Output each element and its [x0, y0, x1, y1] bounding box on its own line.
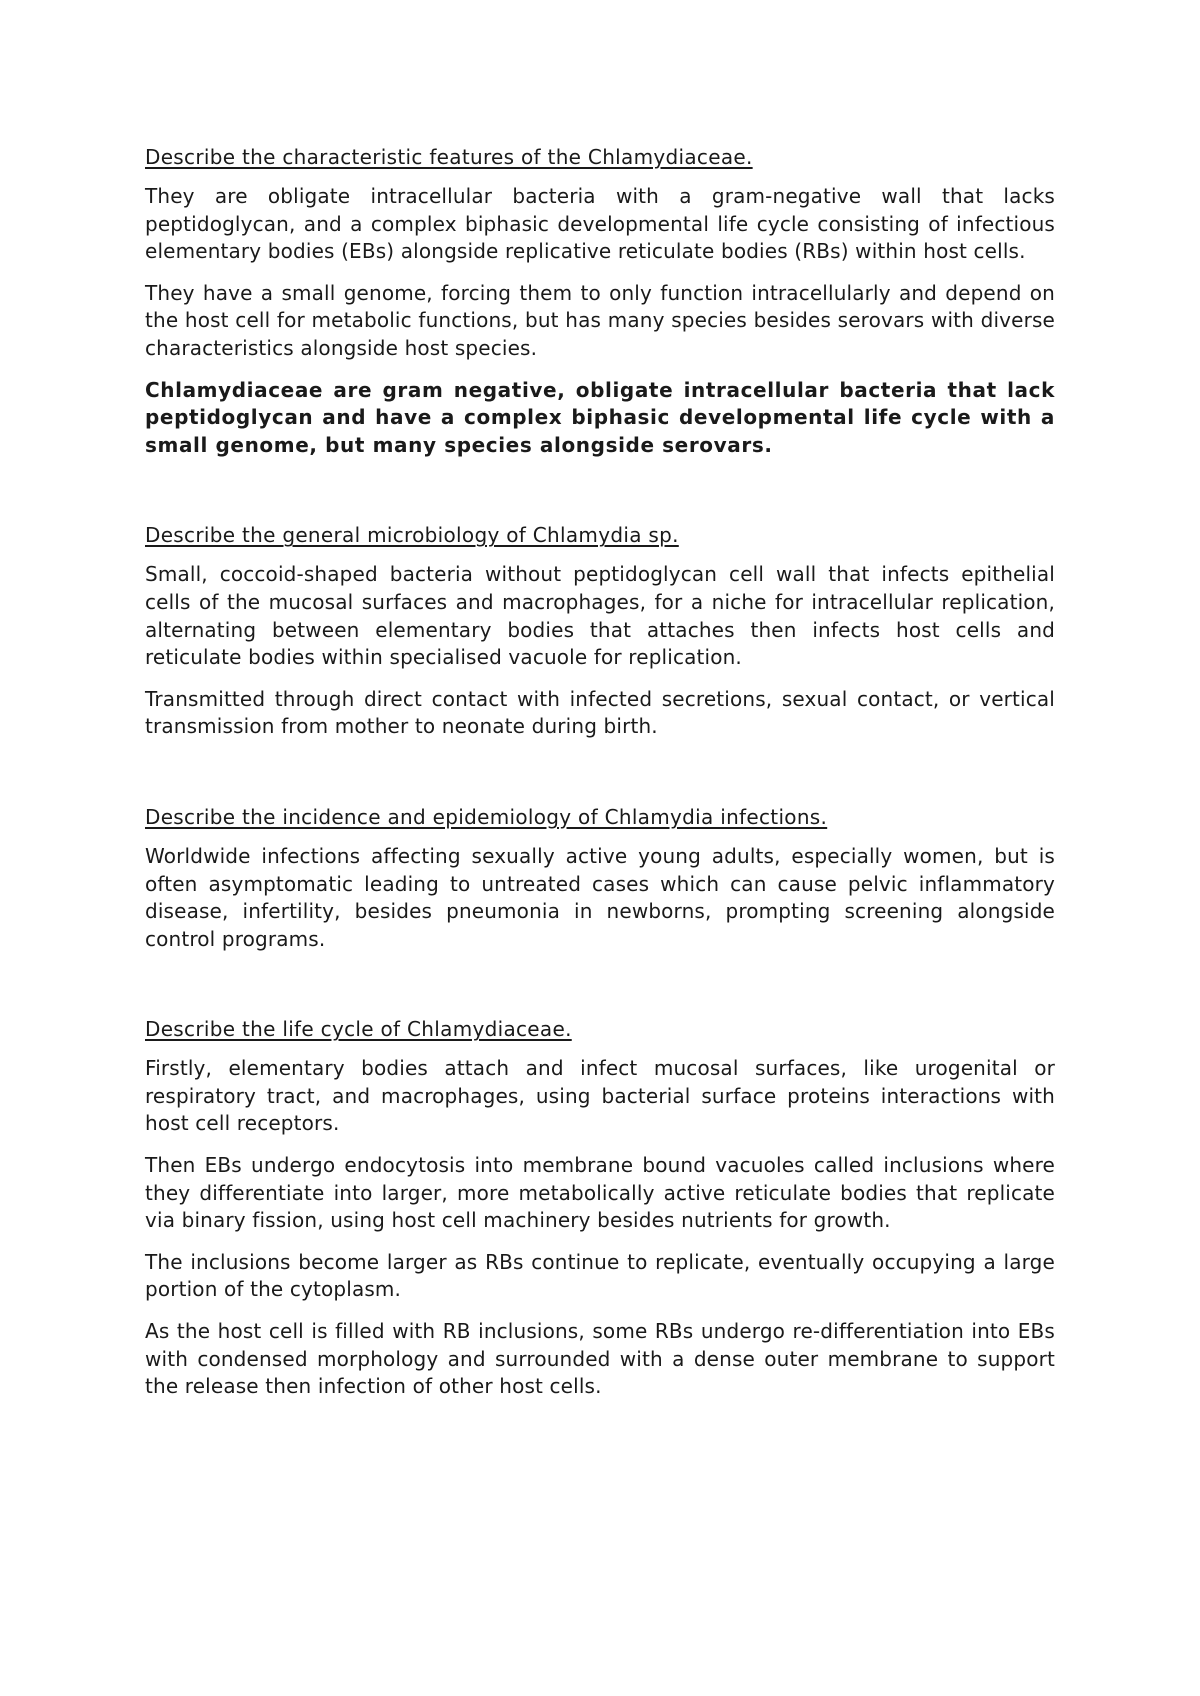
section-characteristic-features	[145, 143, 1055, 459]
section-life-cycle	[145, 1015, 1055, 1401]
paragraph: They have a small genome, forcing them to only function intracellularly and depend on the host cell for metabolic functions, but has many species besides serovars with diverse characteristics alongside host species.	[145, 280, 1055, 360]
section-spacer	[145, 755, 1055, 803]
paragraph: Small, coccoid-shaped bacteria without peptidoglycan cell wall that infects epithelial cells of the mucosal surfaces and macrophages, for a niche for intracellular replication, alternating between elementary bodies that attaches then infects host cells and reticulate bodies within specialised vacuole for replication.	[145, 562, 1055, 670]
section-spacer	[145, 473, 1055, 521]
paragraph: Transmitted through direct contact with infected secretions, sexual contact, or vertical transmission from mother to neonate during birth.	[145, 686, 1055, 739]
paragraph: As the host cell is filled with RB inclusions, some RBs undergo re-differentiation into EBs with condensed morphology and surrounded with a dense outer membrane to support the release then infection of other host cells.	[145, 1319, 1055, 1399]
section-heading: Describe the characteristic features of the Chlamydiaceae.	[145, 145, 753, 169]
section-heading: Describe the life cycle of Chlamydiaceae.	[145, 1017, 572, 1042]
paragraph: They are obligate intracellular bacteria with a gram-negative wall that lacks peptidoglycan, and a complex biphasic developmental life cycle consisting of infectious elementary bodies (EBs) alongside replicative reticulate bodies (RBs) within host cells.	[145, 184, 1055, 264]
paragraph: Then EBs undergo endocytosis into membrane bound vacuoles called inclusions where they differentiate into larger, more metabolically active reticulate bodies that replicate via binary fission, using host cell machinery besides nutrients for growth.	[145, 1153, 1055, 1233]
section-heading: Describe the incidence and epidemiology of Chlamydia infections.	[145, 804, 828, 829]
paragraph: The inclusions become larger as RBs continue to replicate, eventually occupying a large portion of the cytoplasm.	[145, 1249, 1055, 1302]
document-page	[145, 143, 1055, 1415]
section-spacer	[145, 967, 1055, 1015]
section-heading: Describe the general microbiology of Chlamydia sp.	[145, 523, 679, 548]
summary-paragraph: Chlamydiaceae are gram negative, obligate intracellular bacteria that lack peptidoglycan and have a complex biphasic developmental life cycle with a small genome, but many species alongside serovars.	[145, 377, 1055, 457]
section-general-microbiology	[145, 521, 1055, 741]
paragraph: Firstly, elementary bodies attach and infect mucosal surfaces, like urogenital or respiratory tract, and macrophages, using bacterial surface proteins interactions with host cell receptors.	[145, 1056, 1055, 1136]
paragraph: Worldwide infections affecting sexually active young adults, especially women, but is often asymptomatic leading to untreated cases which can cause pelvic inflammatory disease, infertility, besides pneumonia in newborns, prompting screening alongside control programs.	[145, 843, 1055, 951]
section-incidence-epidemiology	[145, 803, 1055, 953]
